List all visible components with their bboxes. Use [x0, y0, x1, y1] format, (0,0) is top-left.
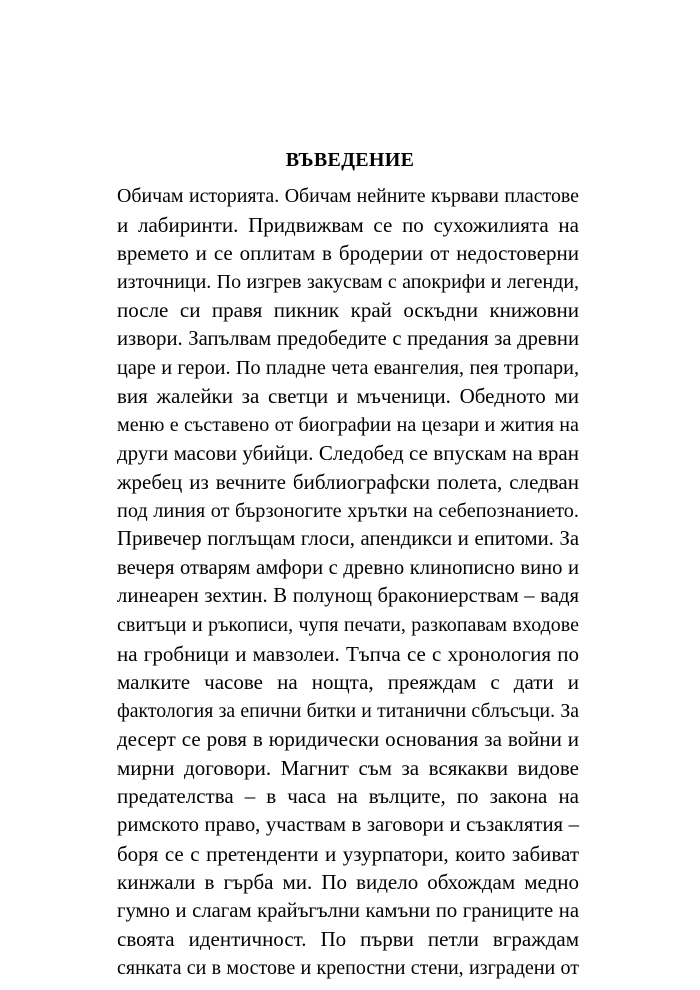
text-line: мирни договори. Магнит съм за всякакви видове [117, 755, 579, 780]
text-line: вия жалейки за светци и мъченици. Обедното ми [117, 384, 579, 409]
text-line: Обичам историята. Обичам нейните кървави пластове [117, 185, 579, 207]
text-line: предателства – в часа на вълците, по закона на [117, 784, 579, 809]
text-line: вечеря отварям амфори с древно клинописно вино и [117, 556, 579, 579]
text-line: десерт се ровя в юридически основания за войни и [117, 727, 579, 752]
text-line: свитъци и ръкописи, чупя печати, разкопавам входове [117, 613, 579, 636]
text-line: времето и се оплитам в бродерии от недостоверни [117, 241, 579, 266]
text-line: извори. Запълвам предобедите с предания за древни [117, 327, 579, 350]
text-line: меню е съставено от биографии на цезари и жития на [117, 413, 579, 436]
text-line: фактология за епични битки и титанични сблъсъци. За [117, 699, 579, 722]
text-line: малките часове на нощта, преяждам с дати и [117, 670, 579, 695]
text-line: после си правя пикник край оскъдни книжовни [117, 298, 579, 323]
text-line: Привечер поглъщам глоси, апендикси и епитоми. За [117, 528, 579, 551]
text-line: своята идентичност. По първи петли вграждам [117, 927, 579, 952]
text-line: гумно и слагам крайъгълни камъни по границите на [117, 899, 579, 922]
body-paragraph [117, 182, 579, 983]
text-line: и лабиринти. Придвижвам се по сухожилията на [117, 212, 579, 237]
text-line: на гробници и мавзолеи. Тъпча се с хронология по [117, 641, 579, 666]
text-line: линеарен зехтин. В полунощ бракониерствам – вадя [117, 585, 579, 608]
text-line: римското право, участвам в заговори и съзаклятия – [117, 814, 579, 837]
text-line: жребец из вечните библиографски полета, следван [117, 469, 579, 494]
text-line: кинжали в гърба ми. По видело обхождам медно [117, 870, 579, 895]
text-line: сянката си в мостове и крепостни стени, изградени от [117, 957, 579, 980]
text-line: царе и герои. По пладне чета евангелия, пея тропари, [117, 356, 579, 379]
text-line: източници. По изгрев закусвам с апокрифи и легенди, [117, 270, 579, 293]
text-line: други масови убийци. Следобед се впускам на вран [117, 441, 579, 466]
chapter-title: ВЪВЕДЕНИЕ [285, 149, 415, 171]
text-line: под линия от бързоногите хрътки на себепознанието. [117, 499, 579, 522]
text-line: боря се с претенденти и узурпатори, които забиват [117, 841, 579, 866]
